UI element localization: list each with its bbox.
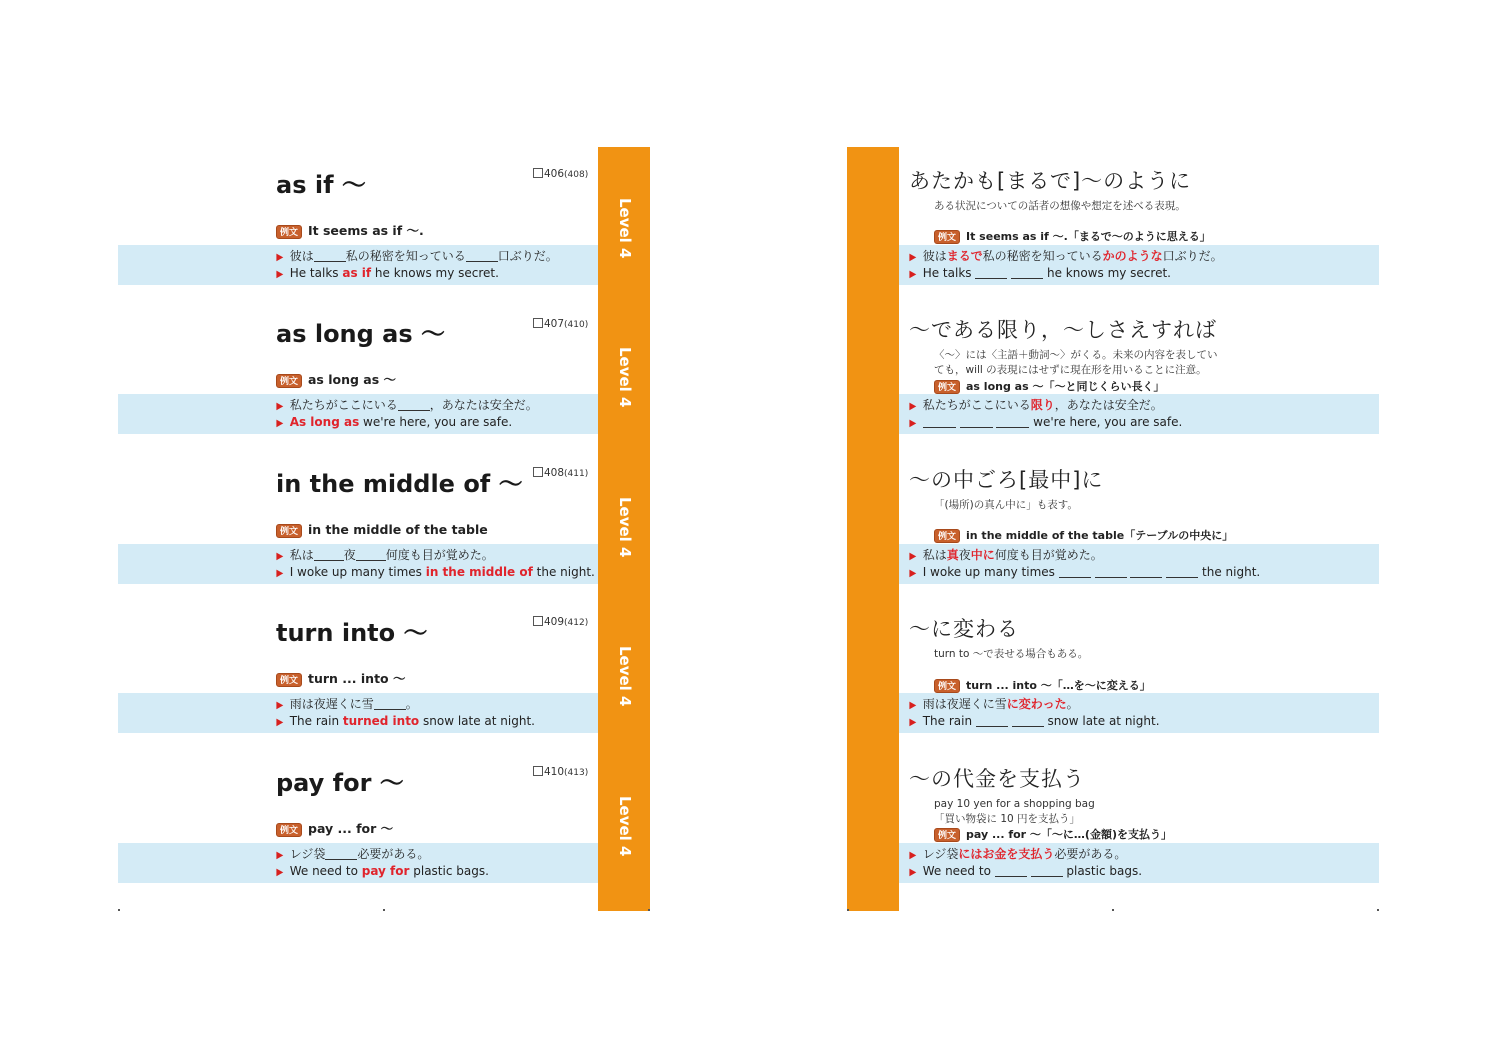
entry-meaning: 〜である限り，〜しさえすれば (909, 318, 1217, 342)
entry-phrase: as if 〜 (276, 171, 366, 199)
example-label: 例文 turn ... into 〜 (276, 671, 406, 687)
entry-number: 410(413) (533, 766, 588, 778)
english-sentence: ▶ The rain turned into snow late at night. (276, 713, 535, 731)
checkbox-icon[interactable] (533, 168, 543, 178)
example-badge: 例文 (276, 524, 302, 538)
entry-meaning: 〜の中ごろ[最中]に (909, 468, 1104, 492)
japanese-sentence: ▶ レジ袋にはお金を支払う必要がある。 (909, 846, 1126, 864)
bullet-triangle-icon: ▶ (276, 252, 284, 263)
example-badge: 例文 (276, 225, 302, 239)
bullet-triangle-icon: ▶ (276, 551, 284, 562)
example-badge: 例文 (934, 230, 960, 244)
usage-note: pay 10 yen for a shopping bag (934, 798, 1095, 810)
japanese-sentence: ▶ レジ袋 必要がある。 (276, 846, 429, 864)
english-sentence: ▶ We need to plastic bags. (909, 863, 1142, 881)
bullet-triangle-icon: ▶ (909, 568, 917, 579)
bullet-triangle-icon: ▶ (276, 401, 284, 412)
example-label: 例文 as long as 〜「〜と同じくらい長く」 (934, 379, 1164, 395)
checkbox-icon[interactable] (533, 616, 543, 626)
example-badge: 例文 (934, 529, 960, 543)
entry-meaning: 〜の代金を支払う (909, 767, 1085, 791)
bullet-triangle-icon: ▶ (909, 401, 917, 412)
example-badge: 例文 (276, 673, 302, 687)
level-label: Level 4 (616, 646, 634, 707)
japanese-sentence: ▶ 雨は夜遅くに雪に変わった。 (909, 696, 1079, 714)
entry-number: 409(412) (533, 616, 588, 628)
example-badge: 例文 (934, 380, 960, 394)
entry-meaning: あたかも[まるで]〜のように (909, 169, 1192, 193)
page-mark (648, 909, 650, 911)
example-label: 例文 pay ... for 〜 (276, 821, 393, 837)
bullet-triangle-icon: ▶ (276, 700, 284, 711)
checkbox-icon[interactable] (533, 318, 543, 328)
japanese-sentence: ▶ 私たちがここにいる ，あなたは安全だ。 (276, 397, 538, 415)
japanese-sentence: ▶ 彼は 私の秘密を知っている 口ぶりだ。 (276, 248, 558, 266)
japanese-sentence: ▶ 私は 夜 何度も目が覚めた。 (276, 547, 494, 565)
bullet-triangle-icon: ▶ (909, 850, 917, 861)
checkbox-icon[interactable] (533, 766, 543, 776)
english-sentence: ▶ The rain snow late at night. (909, 713, 1160, 731)
bullet-triangle-icon: ▶ (909, 717, 917, 728)
bullet-triangle-icon: ▶ (276, 850, 284, 861)
page-mark (1112, 909, 1114, 911)
bullet-triangle-icon: ▶ (909, 700, 917, 711)
bullet-triangle-icon: ▶ (276, 717, 284, 728)
page-mark (118, 909, 120, 911)
english-sentence: ▶ I woke up many times the night. (909, 564, 1260, 582)
example-badge: 例文 (276, 823, 302, 837)
japanese-sentence: ▶ 彼はまるで私の秘密を知っているかのような口ぶりだ。 (909, 248, 1223, 266)
page-mark (383, 909, 385, 911)
usage-note: 〈〜〉には〈主語＋動詞〜〉がくる。未来の内容を表してい (934, 349, 1218, 361)
example-label: 例文 pay ... for 〜「〜に…(金額)を支払う」 (934, 827, 1172, 843)
english-sentence: ▶ We need to pay for plastic bags. (276, 863, 489, 881)
english-sentence: ▶ As long as we're here, you are safe. (276, 414, 512, 432)
bullet-triangle-icon: ▶ (276, 269, 284, 280)
bullet-triangle-icon: ▶ (276, 418, 284, 429)
bullet-triangle-icon: ▶ (909, 867, 917, 878)
bullet-triangle-icon: ▶ (909, 418, 917, 429)
level-tab-bar (847, 147, 899, 911)
english-sentence: ▶ I woke up many times in the middle of the night. (276, 564, 595, 582)
usage-note: ある状況についての話者の想像や想定を述べる表現。 (934, 200, 1186, 212)
usage-note: ても，will の表現にはせずに現在形を用いることに注意。 (934, 364, 1207, 376)
page-mark (1377, 909, 1379, 911)
entry-phrase: in the middle of 〜 (276, 470, 523, 498)
entry-phrase: turn into 〜 (276, 619, 428, 647)
japanese-sentence: ▶ 私は真夜中に何度も目が覚めた。 (909, 547, 1103, 565)
bullet-triangle-icon: ▶ (909, 551, 917, 562)
japanese-sentence: ▶ 私たちがここにいる限り，あなたは安全だ。 (909, 397, 1163, 415)
example-label: 例文 as long as 〜 (276, 372, 396, 388)
example-badge: 例文 (934, 828, 960, 842)
checkbox-icon[interactable] (533, 467, 543, 477)
example-label: 例文 turn ... into 〜「…を〜に変える」 (934, 678, 1151, 694)
example-badge: 例文 (934, 679, 960, 693)
bullet-triangle-icon: ▶ (276, 568, 284, 579)
japanese-sentence: ▶ 雨は夜遅くに雪 。 (276, 696, 418, 714)
usage-note: 「(場所)の真ん中に」も表す。 (934, 499, 1078, 511)
example-label: 例文 It seems as if 〜. (276, 223, 424, 239)
entry-number: 408(411) (533, 467, 588, 479)
english-sentence: ▶ He talks he knows my secret. (909, 265, 1171, 283)
example-label: 例文 in the middle of the table「テーブルの中央に」 (934, 528, 1233, 544)
level-label: Level 4 (616, 198, 634, 259)
level-label: Level 4 (616, 796, 634, 857)
entry-number: 407(410) (533, 318, 588, 330)
example-label: 例文 It seems as if 〜.「まるで〜のように思える」 (934, 229, 1211, 245)
entry-number: 406(408) (533, 168, 588, 180)
bullet-triangle-icon: ▶ (909, 252, 917, 263)
level-label: Level 4 (616, 497, 634, 558)
entry-phrase: pay for 〜 (276, 769, 404, 797)
example-badge: 例文 (276, 374, 302, 388)
english-sentence: ▶ we're here, you are safe. (909, 414, 1182, 432)
bullet-triangle-icon: ▶ (276, 867, 284, 878)
english-sentence: ▶ He talks as if he knows my secret. (276, 265, 499, 283)
level-label: Level 4 (616, 347, 634, 408)
bullet-triangle-icon: ▶ (909, 269, 917, 280)
usage-note: turn to 〜で表せる場合もある。 (934, 648, 1089, 660)
entry-meaning: 〜に変わる (909, 617, 1019, 641)
usage-note: 「買い物袋に 10 円を支払う」 (934, 813, 1081, 825)
entry-phrase: as long as 〜 (276, 320, 446, 348)
example-label: 例文 in the middle of the table (276, 522, 488, 538)
page-mark (847, 909, 849, 911)
